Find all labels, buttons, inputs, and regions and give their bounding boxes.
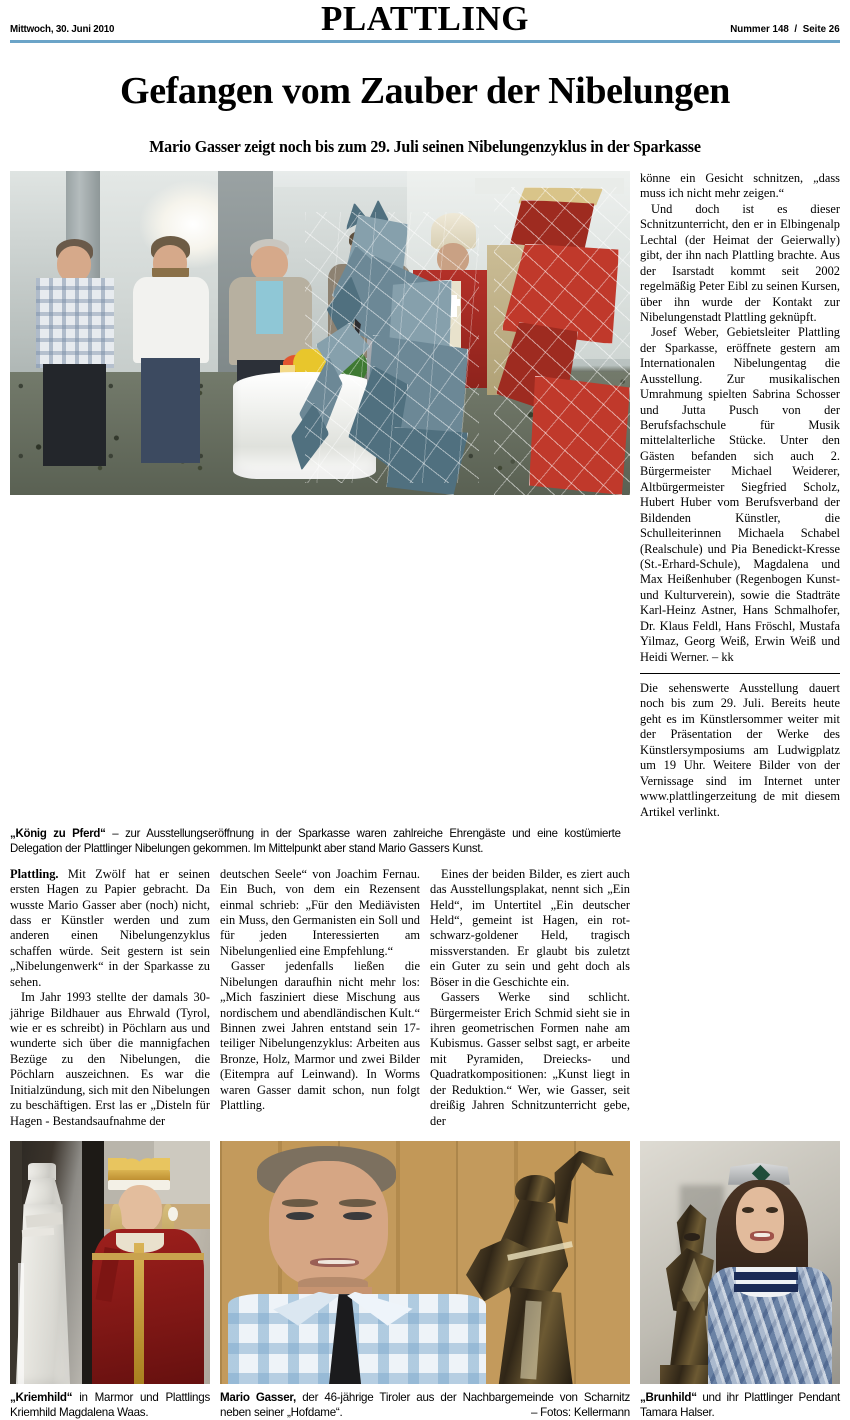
caption-lead: „König zu Pferd“ (10, 826, 106, 840)
masthead (10, 0, 840, 38)
article-headline: Gefangen vom Zauber der Nibelungen (120, 70, 730, 112)
main-photo-caption (10, 827, 621, 857)
article-column-4 (640, 171, 840, 665)
caption-lead: Mario Gasser, (220, 1391, 297, 1405)
dateline: Plattling. (10, 866, 59, 881)
kriemhild-photo (10, 1141, 210, 1384)
brunhild-caption (640, 1390, 840, 1420)
top-content-row (10, 171, 840, 820)
divider-rule (640, 673, 840, 674)
paragraph: Im Jahr 1993 stellte der damals 30-jährige Bildhauer aus Ehrwald (Tyrol, wie er es schreibt) in Pöchlarn aus und wunderte sich über die mannigfachen Bezüge zu den Nibelungen, die Pöchlarn auszeichnen. Es war die Initialzündung, sich mit den Nibelungen zu beschäftigen. Erst las er „Disteln für Hagen - Bestandsaufnahme der (10, 990, 210, 1128)
paragraph: deutschen Seele“ von Joachim Fernau. Ein Buch, von dem ein Rezensent einmal schrieb: „Für den Mediävisten ein Muss, den Germanisten ein Soll und für jeden Interessierten am Nibelungenlied eine Empfehlung.“ (220, 866, 420, 958)
exhibition-note (640, 681, 840, 820)
article-column-3 (430, 867, 630, 1129)
paragraph-text: Mit Zwölf hat er seinen ersten Hagen zu Papier gebracht. Da wusste Mario Gasser aber (noch) nicht, dass er Künstler werden und zum anderen einen Nibelungenzyklus schaffen würde. Seit gestern ist sein „Nibelungenwerk“ in der Sparkasse zu sehen. (10, 866, 210, 989)
paragraph: Josef Weber, Gebietsleiter Plattling der Sparkasse, eröffnete gestern am Internationalen Nibelungentag die Ausstellung. Zur musikalischen Umrahmung spielten Sabrina Schosser und Jutta Pusch von der Berufsfachschule für Musik mittelalterliche Stücke. Unter den Gästen befanden sich auch 2. Bürgermeister Michael Weiderer, Altbürgermeister Siegfried Scholz, Hubert Huber vom Berufsverband der Bildenden Künstler, die Schulleiterinnen Michaela Schabel (Realschule) und Pia Benedickt-Kresse (St.-Erhard-Schule), Magdalena und Max Heißenhuber (Regenbogen Kunst- und Kulturverein), sowie die Stadträte Karl-Heinz Astner, Hans Schmalhofer, Dr. Klaus Feldl, Hans Fröschl, Mustafa Yilmaz, Georg Weiß, Erwin Weiß und Heidi Werner. – kk (640, 325, 840, 664)
mario-gasser-photo (220, 1141, 630, 1384)
caption-lead: „Brunhild“ (640, 1391, 697, 1405)
main-photo (10, 171, 630, 495)
issue-info (731, 23, 840, 38)
article-subheadline: Mario Gasser zeigt noch bis zum 29. Juli seinen Nibelungenzyklus in der Sparkasse (149, 137, 701, 157)
bottom-caption-row (10, 1390, 840, 1420)
bottom-photo-row (10, 1141, 840, 1384)
paragraph: Und doch ist es dieser Schnitzunterricht, den er in Elbingenalp Lechtal (der Heimat der Geierwally) gibt, der ihn nach Plattling brachte. Aus der Isarstadt kommt seit 2002 regelmäßig Peter Eibl zu seinen Kursen, über ihn wurde der Kontakt zur Nibelungenstadt Plattling geknüpft. (640, 201, 840, 324)
caption-body: in Marmor und Plattlings Kriemhild Magdalena Waas. (10, 1391, 210, 1420)
photo-credit: – Fotos: Kellermann (531, 1406, 630, 1420)
paragraph (10, 867, 210, 991)
kriemhild-caption (10, 1390, 210, 1420)
issue-number: Nummer 148 (730, 23, 790, 35)
masthead-rule (10, 40, 840, 43)
article-body (10, 867, 840, 1129)
issue-separator: / (794, 23, 798, 35)
caption-body: und ihr Plattlinger Pendant Tamara Halser. (640, 1391, 840, 1420)
paragraph: Gassers Werke sind schlicht. Bürgermeister Erich Schmid sieht sie in ihren geometrischen Formen nahe am Kubismus. Gasser selbst sagt, er arbeite mit Pyramiden, Dreiecks- und Quadratkompositionen: „Kunst liegt in der Reduktion.“ Wer, wie Gasser, seit dreißig Jahren Schnitzunterricht gebe, der (430, 990, 630, 1128)
paragraph: Gasser jedenfalls ließen die Nibelungen daraufhin nicht mehr los: „Mich fasziniert diese Mischung aus nordischem und abendländischen Kult.“ Binnen zwei Jahren entstand sein 17-teiliger Nibelungenzyklus: Arbeiten aus Bronze, Holz, Marmor und zwei Bilder (Eitempra auf Leinwand). In Worms waren Gasser damit schon, nun folgt Plattling. (220, 959, 420, 1113)
caption-body: – zur Ausstellungseröffnung in der Sparkasse waren zahlreiche Ehrengäste und eine kostümierte Delegation der Plattlinger Nibelungen gekommen. Im Mittelpunkt aber stand Mario Gassers Kunst. (10, 826, 621, 855)
mario-gasser-caption (220, 1390, 630, 1420)
caption-body: der 46-jährige Tiroler aus der Nachbargemeinde von Scharnitz neben seiner „Hofdame“. (220, 1391, 630, 1420)
publication-date: Mittwoch, 30. Juni 2010 (10, 23, 115, 35)
paragraph: könne ein Gesicht schnitzen, „dass muss ich nicht mehr zeigen.“ (640, 171, 840, 201)
brunhild-photo (640, 1141, 840, 1384)
section-title: PLATTLING (320, 0, 530, 38)
page-number: Seite 26 (803, 23, 840, 35)
paragraph: Eines der beiden Bilder, es ziert auch das Ausstellungsplakat, nennt sich „Ein Held“, im Untertitel „Ein deutscher Held“, gemeint ist Hagen, ein rot-schwarz-goldener Held, tragisch missverstanden. Er glaubt bis zuletzt ein Guter zu sein und geht doch als Böser in die Geschichte ein. (430, 866, 630, 989)
article-column-2 (220, 867, 420, 1129)
paragraph: Die sehenswerte Ausstellung dauert noch bis zum 29. Juli. Bereits heute geht es im Künstlersommer weiter mit der Präsentation der Werke des Künstlersymposiums am Ludwigplatz um 19 Uhr. Weitere Bilder von der Vernissage sind im Internet unter www.plattlingerzeitung de mit diesem Artikel verlinkt. (640, 681, 840, 819)
caption-lead: „Kriemhild“ (10, 1391, 73, 1405)
right-column-top (640, 171, 840, 820)
article-column-1 (10, 867, 210, 1129)
article-column-4-spacer (640, 867, 840, 1129)
